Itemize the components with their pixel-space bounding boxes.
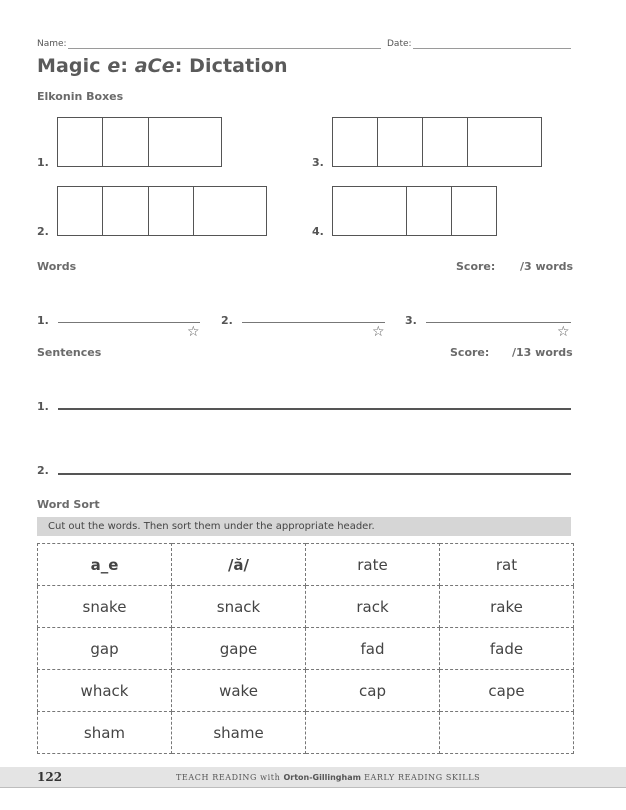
- elkonin-cell[interactable]: [103, 118, 149, 166]
- word-card[interactable]: gape: [172, 628, 306, 670]
- sentences-score-label: Score:: [450, 346, 490, 359]
- words-score-value: /3 words: [520, 260, 574, 273]
- elkonin-cell[interactable]: [58, 187, 103, 235]
- sentence-answer-line-2[interactable]: [58, 473, 571, 475]
- word-card-header[interactable]: /ă/: [172, 544, 306, 586]
- star-icon: ☆: [187, 324, 200, 340]
- words-score-label: Score:: [456, 260, 496, 273]
- page-number: 122: [37, 770, 63, 784]
- word-sort-instruction: Cut out the words. Then sort them under the appropriate header.: [37, 517, 571, 536]
- elkonin-box-2[interactable]: [57, 186, 267, 236]
- word-sort-heading: Word Sort: [37, 498, 100, 511]
- word-card[interactable]: rack: [306, 586, 440, 628]
- word-card[interactable]: snack: [172, 586, 306, 628]
- table-row: [38, 586, 574, 628]
- elkonin-heading: Elkonin Boxes: [37, 90, 124, 103]
- name-label: Name:: [37, 39, 67, 49]
- word-card[interactable]: fade: [440, 628, 574, 670]
- sentences-score-value: /13 words: [512, 346, 573, 359]
- elkonin-number-2: 2.: [37, 225, 49, 238]
- word-number-3: 3.: [405, 314, 417, 327]
- elkonin-cell[interactable]: [58, 118, 103, 166]
- elkonin-cell[interactable]: [423, 118, 468, 166]
- empty-card: [306, 712, 440, 754]
- star-icon: ☆: [372, 324, 385, 340]
- table-row: [38, 712, 574, 754]
- elkonin-cell[interactable]: [333, 118, 378, 166]
- word-sort-table: [37, 543, 574, 754]
- word-card[interactable]: rate: [306, 544, 440, 586]
- word-card-header[interactable]: a_e: [38, 544, 172, 586]
- word-card[interactable]: cap: [306, 670, 440, 712]
- elkonin-box-3[interactable]: [332, 117, 542, 167]
- word-card[interactable]: snake: [38, 586, 172, 628]
- table-row: [38, 628, 574, 670]
- elkonin-cell[interactable]: [103, 187, 149, 235]
- word-card[interactable]: gap: [38, 628, 172, 670]
- words-heading: Words: [37, 260, 77, 273]
- sentence-answer-line-1[interactable]: [58, 408, 571, 410]
- word-card[interactable]: fad: [306, 628, 440, 670]
- sentences-heading: Sentences: [37, 346, 102, 359]
- elkonin-cell[interactable]: [407, 187, 452, 235]
- elkonin-cell[interactable]: [452, 187, 496, 235]
- word-answer-line-1[interactable]: [58, 322, 200, 323]
- elkonin-cell[interactable]: [468, 118, 541, 166]
- star-icon: ☆: [557, 324, 570, 340]
- word-number-1: 1.: [37, 314, 49, 327]
- word-card[interactable]: shame: [172, 712, 306, 754]
- word-card[interactable]: whack: [38, 670, 172, 712]
- date-label: Date:: [387, 39, 412, 49]
- elkonin-box-4[interactable]: [332, 186, 497, 236]
- footer-divider: [0, 787, 626, 788]
- word-card[interactable]: sham: [38, 712, 172, 754]
- elkonin-cell[interactable]: [194, 187, 266, 235]
- date-line[interactable]: [413, 48, 571, 49]
- elkonin-number-4: 4.: [312, 225, 324, 238]
- word-card[interactable]: rake: [440, 586, 574, 628]
- empty-card: [440, 712, 574, 754]
- word-card[interactable]: rat: [440, 544, 574, 586]
- elkonin-cell[interactable]: [333, 187, 407, 235]
- footer-text: TEACH READING with Orton-Gillingham EARLY READING SKILLS: [176, 773, 481, 782]
- elkonin-box-1[interactable]: [57, 117, 222, 167]
- sentence-number-2: 2.: [37, 464, 49, 477]
- elkonin-number-1: 1.: [37, 156, 49, 169]
- word-number-2: 2.: [221, 314, 233, 327]
- elkonin-cell[interactable]: [149, 118, 221, 166]
- name-line[interactable]: [68, 48, 381, 49]
- page-title: Magic e: aCe: Dictation: [37, 55, 288, 77]
- word-answer-line-2[interactable]: [242, 322, 385, 323]
- word-card[interactable]: cape: [440, 670, 574, 712]
- word-card[interactable]: wake: [172, 670, 306, 712]
- sentence-number-1: 1.: [37, 400, 49, 413]
- elkonin-cell[interactable]: [149, 187, 194, 235]
- table-row: [38, 670, 574, 712]
- table-row: [38, 544, 574, 586]
- word-answer-line-3[interactable]: [426, 322, 571, 323]
- elkonin-cell[interactable]: [378, 118, 423, 166]
- elkonin-number-3: 3.: [312, 156, 324, 169]
